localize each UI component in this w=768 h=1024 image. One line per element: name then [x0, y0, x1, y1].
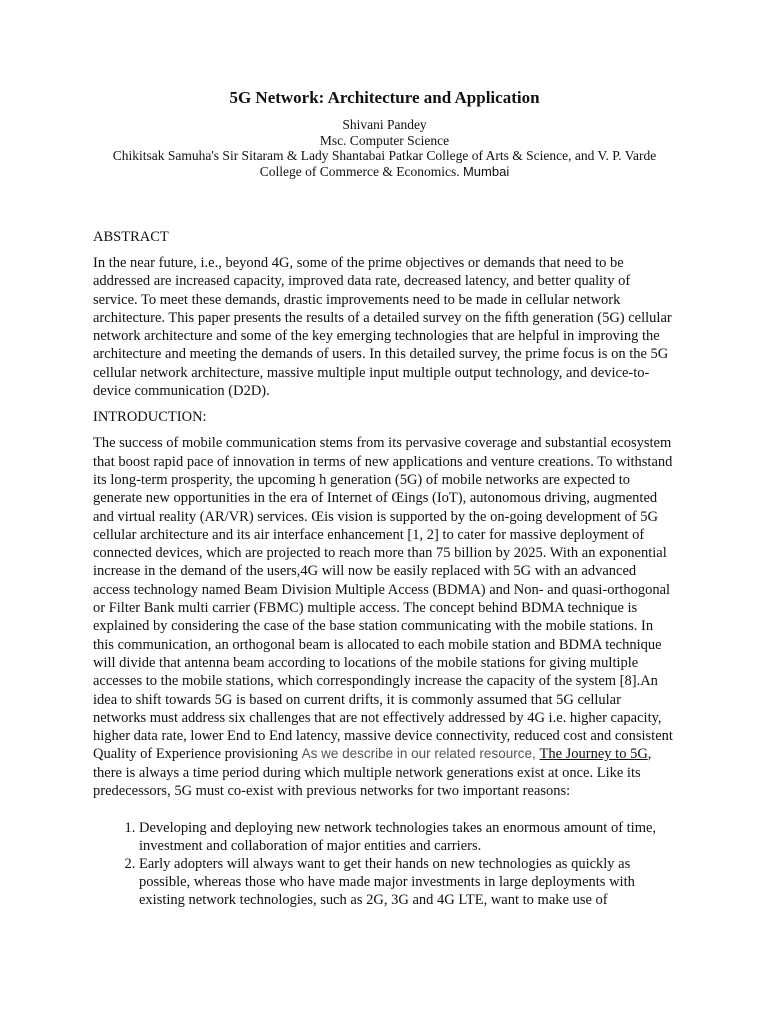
- author-block: [93, 117, 676, 179]
- paper-title: 5G Network: Architecture and Application: [229, 88, 540, 107]
- affiliation-city: Mumbai: [462, 163, 510, 179]
- introduction-body-continued: , there is always a time period during which multiple network generations exist at once. Like its predecessors, 5G must co-exist with previous networks for two important reasons:: [93, 746, 652, 800]
- reasons-list: [93, 820, 676, 909]
- list-item: 2. Early adopters will always want to get their hands on new technologies as quickly as possible, whereas those who have made major investments in large deployments with existing network technologies, such as 2G, 3G and 4G LTE, want to make use of: [139, 856, 676, 909]
- author-name: Shivani Pandey: [342, 117, 427, 132]
- affiliation-line-2: [93, 164, 676, 180]
- abstract-heading: ABSTRACT: [93, 229, 169, 245]
- affiliation-line-1: Chikitsak Samuha's Sir Sitaram & Lady Shantabai Patkar College of Arts & Science, and V. P. Varde: [112, 148, 657, 163]
- introduction-body: The success of mobile communication stems from its pervasive coverage and substantial ecosystem that boost rapid pace of innovation in terms of new applications and venture creations. To withstand its long-term prosperity, the upcoming h generation (5G) of mobile networks are expected to generate new opportunities in the era of Internet of Œings (IoT), autonomous driving, augmented and virtual reality (AR/VR) services. Œis vision is supported by the on-going development of 5G cellular architecture and its air interface enhancement [1, 2] to cater for massive deployment of connected devices, which are projected to reach more than 75 billion by 2025. With an exponential increase in the demand of the users,4G will now be easily replaced with 5G with an advanced access technology named Beam Division Multiple Access (BDMA) and Non- and quasi-orthogonal or Filter Bank multi carrier (FBMC) multiple access. The concept behind BDMA technique is explained by considering the case of the base station communicating with the mobile stations. In this communication, an orthogonal beam is allocated to each mobile station and BDMA technique will divide that antenna beam according to locations of the mobile stations for giving multiple accesses to the mobile stations, which correspondingly increase the capacity of the system [8].An idea to shift towards 5G is based on current drifts, it is commonly assumed that 5G cellular networks must address six challenges that are not effectively addressed by 4G i.e. higher capacity, higher data rate, lower End to End latency, massive device connectivity, reduced cost and consistent Quality of Experience provisioning: [93, 435, 673, 763]
- abstract-text: In the near future, i.e., beyond 4G, some of the prime objectives or demands that need to be addressed are increased capacity, improved data rate, decreased latency, and better quality of service. To meet these demands, drastic improvements need to be made in cellular network architecture. This paper presents the results of a detailed survey on the ﬁfth generation (5G) cellular network architecture and some of the key emerging technologies that are helpful in improving the architecture and meeting the demands of users. In this detailed survey, the prime focus is on the 5G cellular network architecture, massive multiple input multiple output technology, and device-to-device communication (D2D).: [93, 255, 672, 400]
- journey-to-5g-link[interactable]: The Journey to 5G: [539, 746, 648, 763]
- introduction-text: [93, 434, 676, 800]
- related-resource-text: As we describe in our related resource,: [301, 746, 540, 762]
- author-degree: Msc. Computer Science: [319, 132, 450, 148]
- list-item: 1. Developing and deploying new network technologies takes an enormous amount of time, investment and collaboration of major entities and carriers.: [139, 820, 676, 856]
- introduction-heading: INTRODUCTION:: [93, 409, 207, 426]
- affiliation-college: College of Commerce & Economics.: [259, 163, 463, 179]
